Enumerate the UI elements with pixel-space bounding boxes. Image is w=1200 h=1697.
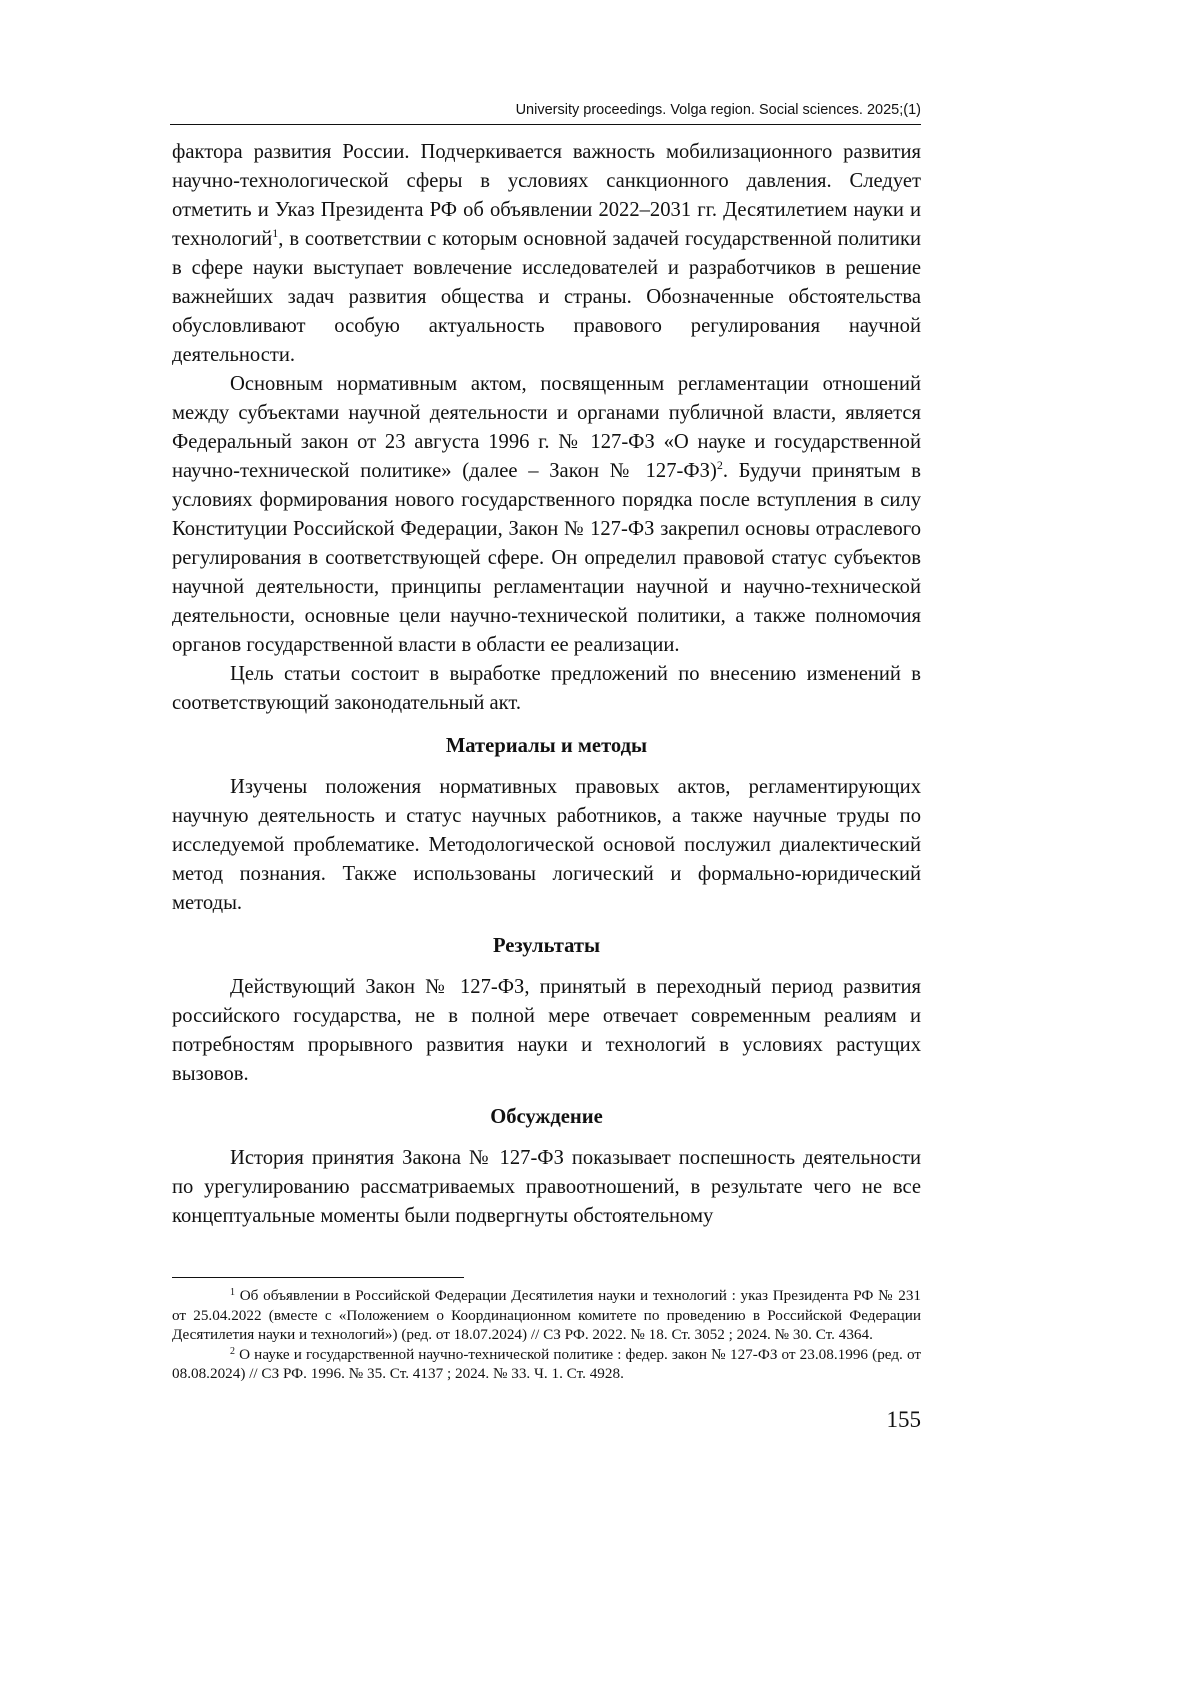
paragraph-2-text-a: Основным нормативным актом, посвященным регламентации отношений между субъектами научной деятельности и органами публичной власти, является Федеральный закон от 23 августа 1996 г. № 127-ФЗ «О науке и государственной научно-технической политике» (далее – Закон № 127-ФЗ) <box>172 373 921 482</box>
section-title-methods: Материалы и методы <box>445 735 648 757</box>
footnote-1 <box>172 1286 921 1345</box>
footnote-1-text: Об объявлении в Российской Федерации Десятилетия науки и технологий : указ Президента РФ № 231 от 25.04.2022 (вместе с «Положением о Координационном комитете по проведению в Российской Федерации Десятилетия науки и технологий») (ред. от 18.07.2024) // СЗ РФ. 2022. № 18. Ст. 3052 ; 2024. № 30. Ст. 4364. <box>172 1287 922 1343</box>
footnote-2 <box>172 1345 921 1384</box>
paragraph-3: Цель статьи состоит в выработке предложений по внесению изменений в соответствующий законодательный акт. <box>172 663 921 714</box>
footnote-ref-1[interactable]: 1 <box>272 226 279 240</box>
discussion-paragraph: История принятия Закона № 127-ФЗ показывает поспешность деятельности по урегулированию рассматриваемых правоотношений, в результате чего не все концептуальные моменты были подвергнуты обстоятельному <box>172 1147 921 1227</box>
article-body <box>172 138 921 1231</box>
paragraph-1-text-b: , в соответствии с которым основной задачей государственной политики в сфере науки выступает вовлечение исследователей и разработчиков в решение важнейших задач развития общества и страны. Обозначенные обстоятельства обусловливают особую актуальность правового регулирования научной деятельности. <box>172 228 921 366</box>
header-rule <box>170 124 921 125</box>
results-paragraph: Действующий Закон № 127-ФЗ, принятый в переходный период развития российского государства, не в полной мере отвечает современным реалиям и потребностям прорывного развития науки и технологий в условиях растущих вызовов. <box>172 976 921 1085</box>
paragraph-2-text-b: . Будучи принятым в условиях формирования нового государственного порядка после вступления в силу Конституции Российской Федерации, Закон № 127-ФЗ закрепил основы отраслевого регулирования в соответствующей сфере. Он определил правовой статус субъектов научной деятельности, принципы регламентации научной и научно-технической деятельности, основные цели научно-технической политики, а также полномочия органов государственной власти в области ее реализации. <box>172 460 921 656</box>
footnote-ref-2[interactable]: 2 <box>716 458 723 472</box>
running-head: University proceedings. Volga region. Social sciences. 2025;(1) <box>515 102 921 118</box>
paragraph-1-text-a: фактора развития России. Подчеркивается важность мобилизационного развития научно-технологической сферы в условиях санкционного давления. Следует отметить и Указ Президента РФ об объявлении 2022–2031 гг. Десятилетием науки и технологий <box>172 141 921 250</box>
footnote-2-number: 2 <box>230 1345 235 1357</box>
footnotes <box>172 1286 921 1384</box>
footnote-1-number: 1 <box>230 1287 235 1298</box>
paragraph-2 <box>172 370 921 660</box>
methods-paragraph: Изучены положения нормативных правовых актов, регламентирующих научную деятельность и статус научных работников, а также научные труды по исследуемой проблематике. Методологической основой послужил диалектический метод познания. Также использованы логический и формально-юридический методы. <box>172 776 921 914</box>
footnote-rule <box>172 1277 464 1278</box>
section-title-discussion: Обсуждение <box>490 1106 603 1128</box>
section-title-results: Результаты <box>492 935 601 957</box>
page-number: 155 <box>886 1407 921 1432</box>
footnote-2-text: О науке и государственной научно-технической политике : федер. закон № 127-ФЗ от 23.08.1996 (ред. от 08.08.2024) // СЗ РФ. 1996. № 35. Ст. 4137 ; 2024. № 33. Ч. 1. Ст. 4928. <box>172 1345 921 1382</box>
paragraph-1 <box>172 138 921 370</box>
